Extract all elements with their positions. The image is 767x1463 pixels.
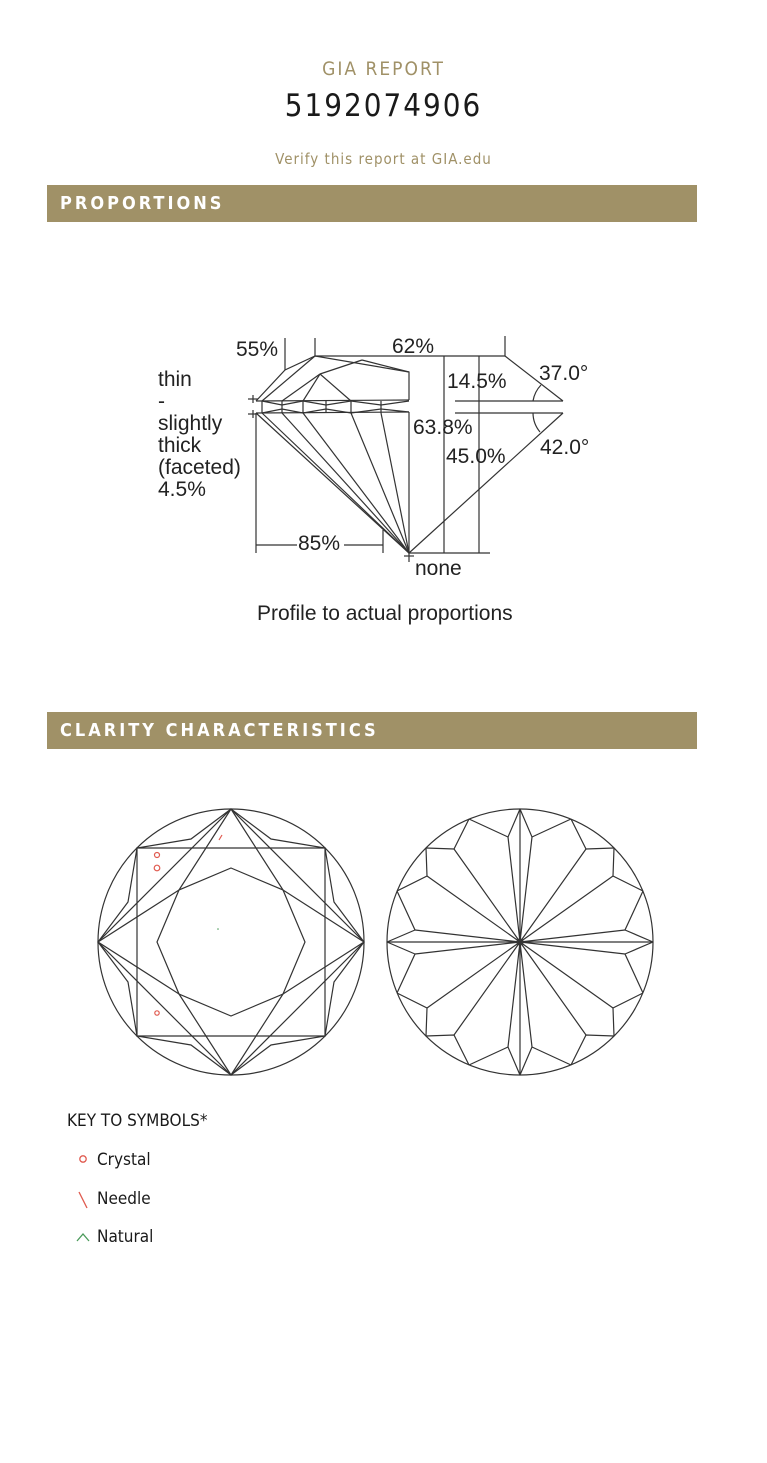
key-to-symbols-title: KEY TO SYMBOLS* xyxy=(67,1111,208,1131)
culet-label: none xyxy=(415,557,462,580)
pavilion-angle: 42.0° xyxy=(540,436,590,459)
pavilion-plot xyxy=(387,809,653,1075)
crystal-icon xyxy=(155,853,160,858)
key-label-needle: Needle xyxy=(97,1189,151,1209)
girdle-label-4: thick xyxy=(158,434,202,457)
total-depth-percent: 63.8% xyxy=(413,416,473,439)
key-label-natural: Natural xyxy=(97,1227,154,1247)
proportions-section-header: PROPORTIONS xyxy=(47,185,697,222)
girdle-label-1: thin xyxy=(158,368,192,391)
girdle-label-5: (faceted) xyxy=(158,456,241,479)
report-label: GIA REPORT xyxy=(322,58,445,80)
natural-icon xyxy=(217,928,219,930)
needle-icon xyxy=(219,835,222,840)
report-number: 5192074906 xyxy=(284,88,483,124)
table-percent: 55% xyxy=(236,338,279,361)
profile-outline xyxy=(248,336,563,562)
proportions-diagram xyxy=(0,0,767,700)
needle-icon xyxy=(74,1191,92,1209)
crown-plot xyxy=(98,809,364,1075)
profile-labels xyxy=(158,335,589,625)
clarity-plots xyxy=(0,780,767,1100)
crown-width-percent: 62% xyxy=(392,335,435,358)
verify-link[interactable]: Verify this report at GIA.edu xyxy=(275,150,492,168)
girdle-label-3: slightly xyxy=(158,412,223,435)
lower-half-percent: 85% xyxy=(298,532,341,555)
crystal-icon xyxy=(155,1011,159,1015)
clarity-section-header: CLARITY CHARACTERISTICS xyxy=(47,712,697,749)
key-label-crystal: Crystal xyxy=(97,1150,151,1170)
girdle-label-2: - xyxy=(158,390,165,413)
pavilion-depth-percent: 45.0% xyxy=(446,445,506,468)
crystal-icon xyxy=(74,1152,92,1170)
profile-caption: Profile to actual proportions xyxy=(257,602,513,625)
natural-icon xyxy=(74,1229,92,1247)
crown-height-percent: 14.5% xyxy=(447,370,507,393)
crown-angle: 37.0° xyxy=(539,362,589,385)
crystal-icon xyxy=(154,865,160,871)
girdle-label-6: 4.5% xyxy=(158,478,206,501)
